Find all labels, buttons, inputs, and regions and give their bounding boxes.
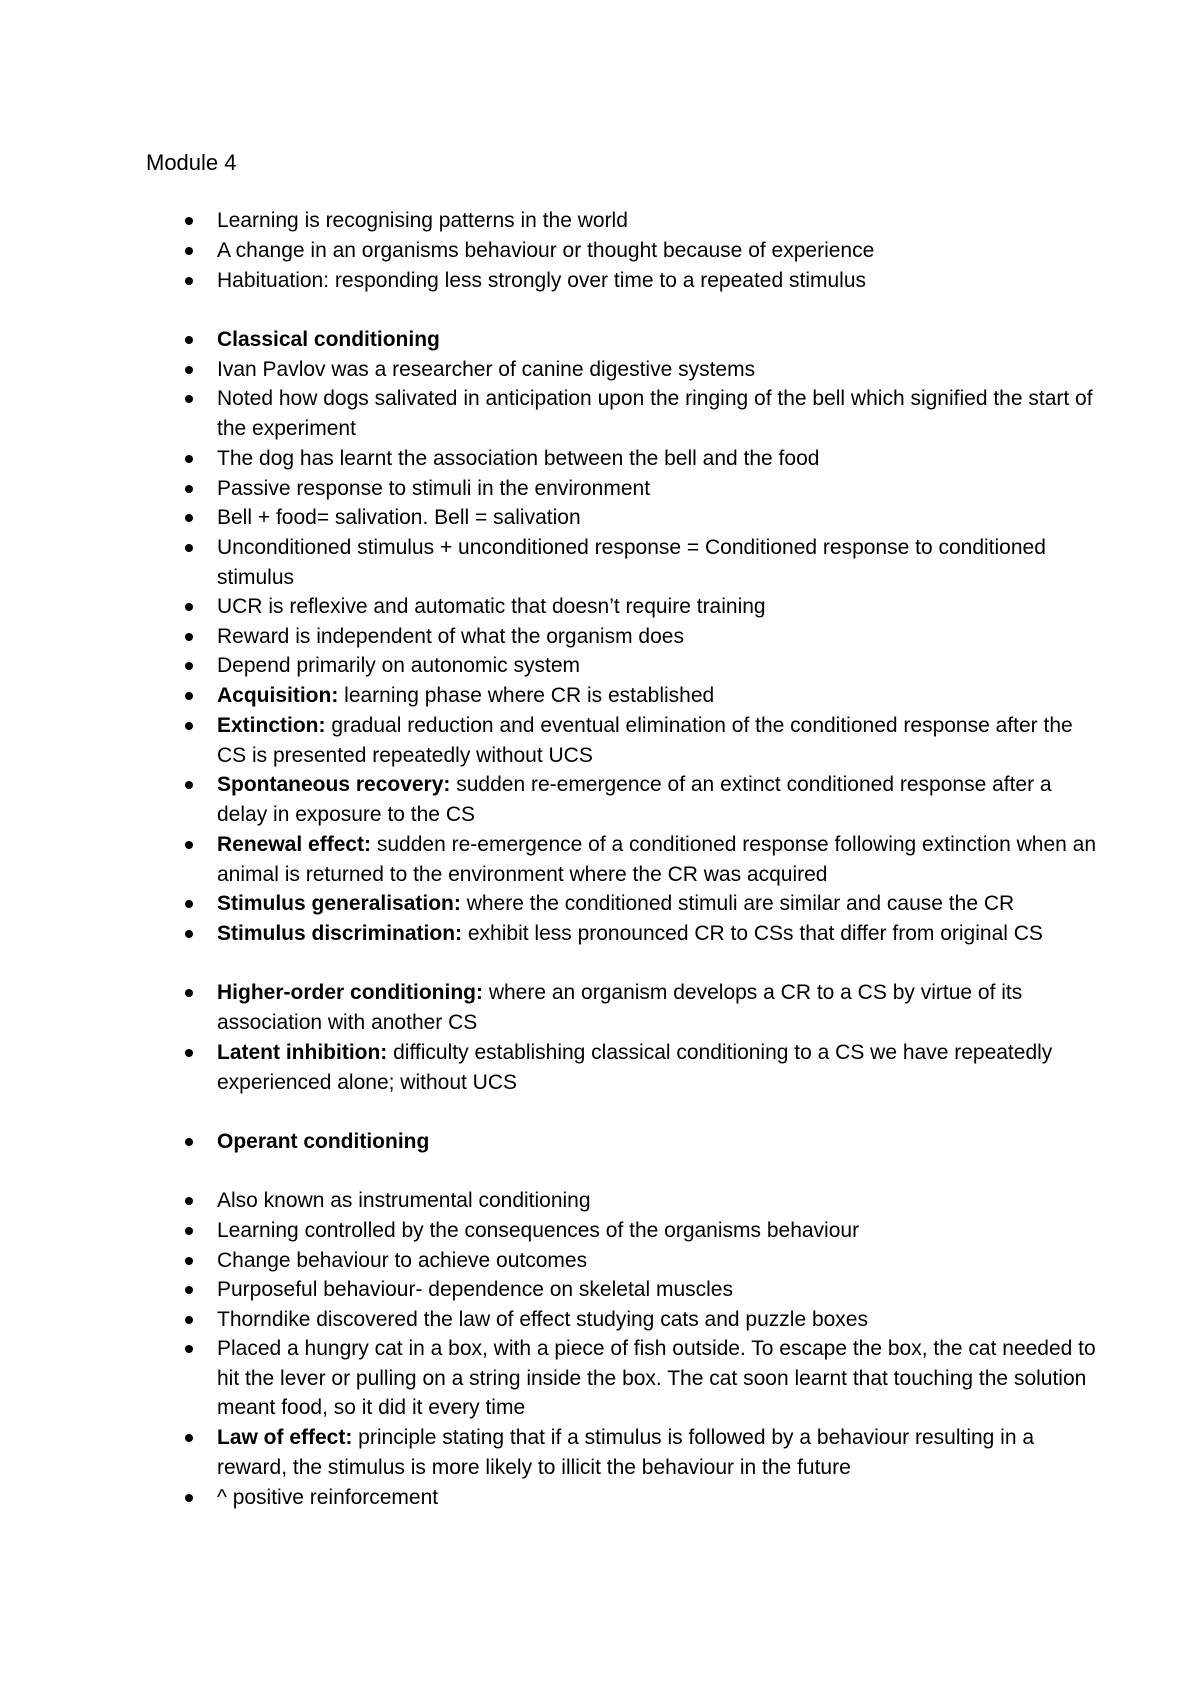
term-label: Latent inhibition:	[217, 1041, 388, 1064]
list-item	[217, 1038, 1097, 1097]
list-item	[217, 978, 1097, 1037]
list-item	[217, 681, 1097, 711]
list-item	[217, 919, 1097, 949]
list-item	[217, 206, 1097, 236]
list-item	[217, 592, 1097, 622]
list-item	[217, 711, 1097, 770]
term-definition: difficulty establishing classical conditioning to a CS we have repeatedly experienced alone; without UCS	[217, 1041, 1053, 1094]
item-text: Bell + food= salivation. Bell = salivation	[217, 506, 581, 529]
item-text: A change in an organisms behaviour or thought because of experience	[217, 239, 875, 262]
list-item	[217, 1246, 1097, 1276]
list-item	[217, 384, 1097, 443]
item-text: Unconditioned stimulus + unconditioned response = Conditioned response to conditioned stimulus	[217, 536, 1046, 589]
item-text: Purposeful behaviour- dependence on skeletal muscles	[217, 1278, 733, 1301]
term-definition: where the conditioned stimuli are similar and cause the CR	[460, 892, 1015, 915]
term-label: Acquisition:	[217, 684, 339, 707]
list-item	[217, 1423, 1097, 1482]
item-text: Change behaviour to achieve outcomes	[217, 1249, 588, 1272]
list-item	[217, 533, 1097, 592]
list-item	[217, 1186, 1097, 1216]
list-item	[217, 1275, 1097, 1305]
item-text: UCR is reflexive and automatic that doesn’t require training	[217, 595, 766, 618]
item-text: The dog has learnt the association between the bell and the food	[217, 447, 820, 470]
term-definition: sudden re-emergence of a conditioned response following extinction when an animal is returned to the environment where the CR was acquired	[217, 833, 1097, 886]
item-text: Depend primarily on autonomic system	[217, 654, 580, 677]
term-definition: principle stating that if a stimulus is followed by a behaviour resulting in a reward, the stimulus is more likely to illicit the behaviour in the future	[217, 1426, 1035, 1479]
list-item	[217, 889, 1097, 919]
term-label: Higher-order conditioning:	[217, 981, 483, 1004]
item-text: Habituation: responding less strongly over time to a repeated stimulus	[217, 269, 867, 292]
item-text: Also known as instrumental conditioning	[217, 1189, 591, 1212]
list-item	[217, 266, 1097, 296]
list-item	[217, 1483, 1097, 1513]
list-item	[217, 355, 1097, 385]
term-label: Stimulus generalisation:	[217, 892, 461, 915]
term-definition: learning phase where CR is established	[338, 684, 715, 707]
term-definition: sudden re-emergence of an extinct conditioned response after a delay in exposure to the CS	[217, 773, 1052, 826]
item-text: Learning controlled by the consequences of the organisms behaviour	[217, 1219, 860, 1242]
term-label: Extinction:	[217, 714, 326, 737]
list-item	[217, 770, 1097, 829]
heading-text: Operant conditioning	[217, 1130, 430, 1153]
term-definition: gradual reduction and eventual elimination of the conditioned response after the CS is presented repeatedly without UCS	[217, 714, 1073, 767]
item-text: Noted how dogs salivated in anticipation upon the ringing of the bell which signified the start of the experiment	[217, 387, 1093, 440]
term-definition: exhibit less pronounced CR to CSs that differ from original CS	[462, 922, 1043, 945]
item-text: Ivan Pavlov was a researcher of canine digestive systems	[217, 358, 756, 381]
section-heading-operant	[217, 1127, 1097, 1157]
list-item	[217, 503, 1097, 533]
item-text: Reward is independent of what the organism does	[217, 625, 684, 648]
list-item	[217, 236, 1097, 266]
term-label: Spontaneous recovery:	[217, 773, 451, 796]
list-item	[217, 651, 1097, 681]
list-item	[217, 1305, 1097, 1335]
list-item	[217, 1334, 1097, 1423]
item-text: Placed a hungry cat in a box, with a piece of fish outside. To escape the box, the cat needed to hit the lever or pulling on a string inside the box. The cat soon learnt that touching the solution meant food, so it did it every time	[217, 1337, 1096, 1420]
list-item	[217, 1216, 1097, 1246]
list-item	[217, 444, 1097, 474]
item-text: Learning is recognising patterns in the world	[217, 209, 628, 232]
list-item	[217, 474, 1097, 504]
item-text: Thorndike discovered the law of effect studying cats and puzzle boxes	[217, 1308, 868, 1331]
item-text: Passive response to stimuli in the environment	[217, 477, 651, 500]
term-label: Stimulus discrimination:	[217, 922, 463, 945]
page-title: Module 4	[146, 150, 237, 175]
heading-text: Classical conditioning	[217, 328, 440, 351]
list-item	[217, 830, 1097, 889]
list-item	[217, 622, 1097, 652]
section-heading-classical	[217, 325, 1097, 355]
item-text: ^ positive reinforcement	[217, 1486, 439, 1509]
term-definition: where an organism develops a CR to a CS by virtue of its association with another CS	[217, 981, 1023, 1034]
term-label: Law of effect:	[217, 1426, 353, 1449]
term-label: Renewal effect:	[217, 833, 372, 856]
